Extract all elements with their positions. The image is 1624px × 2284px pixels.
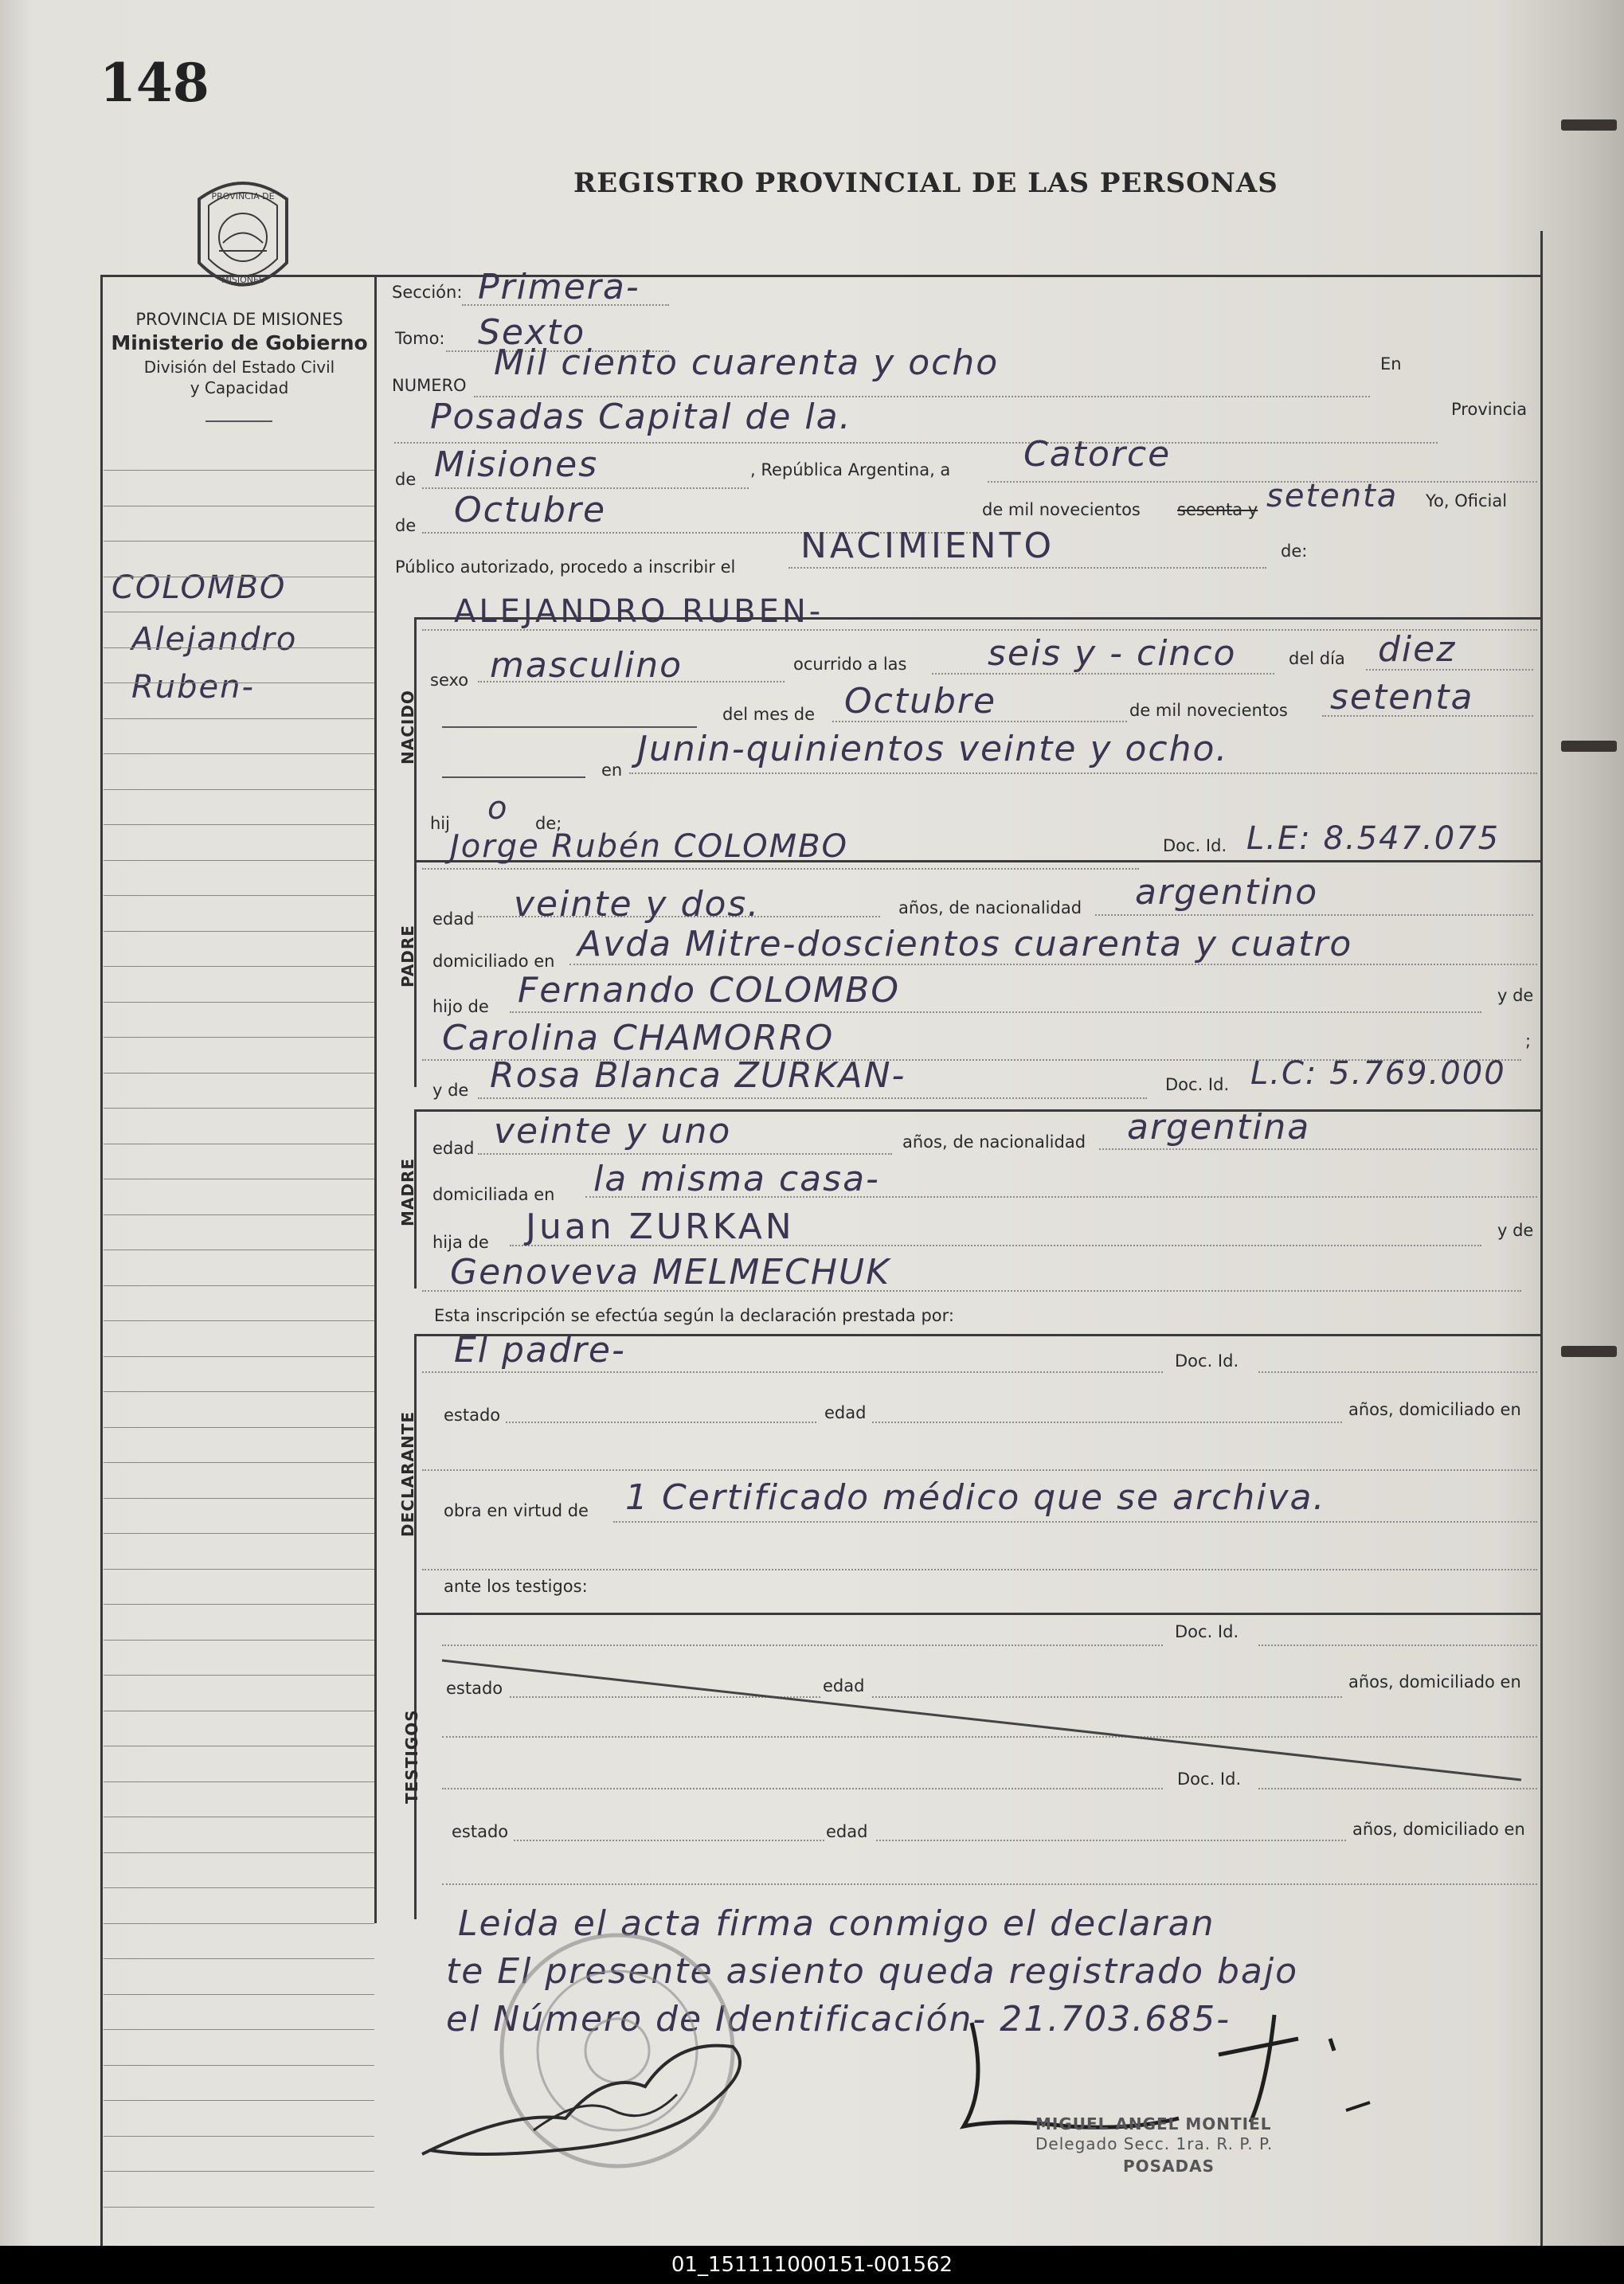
provincia-label: Provincia bbox=[1451, 400, 1528, 419]
margin-ruled-line bbox=[104, 1427, 374, 1428]
nacido-section-label: NACIDO bbox=[398, 690, 417, 765]
declarante-name-value: El padre- bbox=[454, 1330, 626, 1371]
margin-ruled-line bbox=[104, 1852, 374, 1853]
padre-doc-value: L.E: 8.547.075 bbox=[1246, 820, 1501, 857]
declarante-edad-label: edad bbox=[824, 1403, 867, 1422]
obra-line-2 bbox=[422, 1569, 1537, 1570]
agency-divider bbox=[205, 420, 272, 422]
testigo1-estado-label: estado bbox=[446, 1679, 503, 1698]
sexo-value: masculino bbox=[490, 645, 683, 686]
madre-anios-label: años, de nacionalidad bbox=[902, 1132, 1086, 1152]
nacido-dia-value: diez bbox=[1378, 629, 1457, 670]
margin-ruled-line bbox=[104, 1533, 374, 1534]
padre-edad-value: veinte y dos. bbox=[514, 884, 761, 925]
declarante-intro: Esta inscripción se efectúa según la declaración prestada por: bbox=[434, 1306, 954, 1325]
padre-nacionalidad-line bbox=[1095, 914, 1533, 916]
testigo1-edad-label: edad bbox=[823, 1676, 865, 1695]
padre-madre-value: Carolina CHAMORRO bbox=[442, 1018, 835, 1058]
margin-ruled-line bbox=[104, 718, 374, 719]
nacido-lugar-value: Junin-quinientos veinte y ocho. bbox=[637, 729, 1229, 769]
hij-de-label: de; bbox=[535, 814, 562, 833]
testigo1-anios-label: años, domiciliado en bbox=[1348, 1672, 1521, 1691]
madre-edad-value: veinte y uno bbox=[494, 1111, 732, 1152]
madre-hija-label: hija de bbox=[432, 1233, 489, 1252]
margin-ruled-line bbox=[104, 1781, 374, 1782]
madre-madre-value: Genoveva MELMECHUK bbox=[450, 1252, 890, 1293]
form-top-border bbox=[100, 275, 1542, 277]
margin-ruled-line bbox=[104, 860, 374, 861]
margin-column-border bbox=[374, 275, 377, 1923]
hij-value: o bbox=[487, 790, 509, 827]
margin-ruled-line bbox=[104, 1675, 374, 1676]
numero-value: Mil ciento cuarenta y ocho bbox=[494, 342, 1000, 383]
en-label: En bbox=[1380, 354, 1402, 373]
testigo2-doc-line bbox=[1258, 1788, 1537, 1789]
margin-ruled-line bbox=[104, 895, 374, 896]
testigo1-doc-label: Doc. Id. bbox=[1175, 1622, 1239, 1641]
margin-ruled-line bbox=[104, 1569, 374, 1570]
padre-doc-label: Doc. Id. bbox=[1163, 836, 1227, 855]
margin-ruled-line bbox=[104, 2136, 374, 2137]
ante-label: ante los testigos: bbox=[444, 1577, 588, 1596]
padre-domicilio-value: Avda Mitre-doscientos cuarenta y cuatro bbox=[577, 924, 1353, 964]
sesenta-struck: sesenta y bbox=[1177, 500, 1258, 519]
margin-ruled-line bbox=[104, 1498, 374, 1499]
agency-capacity: y Capacidad bbox=[190, 377, 289, 397]
testigo2-edad-label: edad bbox=[826, 1822, 868, 1841]
mil-label: de mil novecientos bbox=[982, 500, 1141, 519]
madre-name-value: Rosa Blanca ZURKAN- bbox=[490, 1055, 906, 1096]
footer-code: 01_151111000151-001562 bbox=[0, 2246, 1624, 2284]
dia-label: del día bbox=[1289, 649, 1345, 668]
provincia-value: Misiones bbox=[434, 444, 599, 485]
margin-ruled-line bbox=[104, 1214, 374, 1215]
madre-name-line bbox=[478, 1097, 1147, 1099]
margin-ruled-line bbox=[104, 1640, 374, 1641]
declarante-doc-label: Doc. Id. bbox=[1175, 1351, 1239, 1371]
closing-line-1: Leida el acta firma conmigo el declaran bbox=[458, 1903, 1215, 1944]
testigo2-edad-line bbox=[876, 1840, 1346, 1841]
testigo1-doc-line bbox=[1258, 1645, 1537, 1646]
margin-ruled-line bbox=[104, 1002, 374, 1003]
madre-y-de-label: y de bbox=[432, 1081, 469, 1100]
madre-y-de2-label: y de bbox=[1497, 1221, 1534, 1240]
margin-ruled-line bbox=[104, 470, 374, 471]
agency-ministry: Ministerio de Gobierno bbox=[111, 331, 368, 355]
declarante-edad-line bbox=[872, 1422, 1342, 1423]
padre-hijo-label: hijo de bbox=[432, 997, 489, 1016]
margin-ruled-line bbox=[104, 1923, 374, 1924]
madre-doc-label: Doc. Id. bbox=[1165, 1075, 1230, 1094]
official-role: Delegado Secc. 1ra. R. P. P. bbox=[1035, 2134, 1274, 2153]
oficial-label: Yo, Oficial bbox=[1426, 491, 1508, 510]
seal-top-text: PROVINCIA DE bbox=[211, 191, 275, 201]
seccion-value: Primera- bbox=[478, 267, 640, 307]
margin-ruled-line bbox=[104, 1391, 374, 1392]
cancel-diagonal-line bbox=[442, 1656, 1525, 1784]
declarante-doc-line bbox=[1258, 1371, 1537, 1373]
margin-note-second-name: Ruben- bbox=[131, 669, 255, 706]
padre-section-label: PADRE bbox=[398, 925, 417, 988]
testigo1-name-line bbox=[442, 1645, 1163, 1646]
mes-value: Octubre bbox=[454, 490, 607, 530]
margin-note-surname: COLOMBO bbox=[112, 569, 287, 606]
padre-semicolon: ; bbox=[1525, 1031, 1532, 1050]
mes-label: del mes de bbox=[722, 705, 816, 724]
closing-line-3: el Número de Identificación- 21.703.685- bbox=[446, 1999, 1231, 2040]
declarante-name-line bbox=[422, 1371, 1163, 1373]
margin-ruled-line bbox=[104, 1604, 374, 1605]
declarante-anios-label: años, domiciliado en bbox=[1348, 1400, 1521, 1419]
dia-value: Catorce bbox=[1023, 434, 1172, 475]
seccion-label: Sección: bbox=[392, 283, 463, 302]
obra-line bbox=[613, 1521, 1537, 1523]
testigo2-estado-line bbox=[514, 1840, 824, 1841]
testigo2-domicilio-line bbox=[442, 1883, 1537, 1885]
closing-line-2: te El presente asiento queda registrado bajo bbox=[446, 1951, 1299, 1992]
padre-anios-label: años, de nacionalidad bbox=[898, 898, 1082, 917]
de-label-1: de bbox=[395, 470, 417, 489]
margin-ruled-line bbox=[104, 931, 374, 932]
lugar-value: Posadas Capital de la. bbox=[430, 397, 852, 437]
madre-nacionalidad-line bbox=[1099, 1148, 1537, 1150]
testigo2-doc-label: Doc. Id. bbox=[1177, 1770, 1242, 1789]
madre-domicilio-label: domiciliada en bbox=[432, 1185, 555, 1204]
de-label-3: de: bbox=[1281, 542, 1308, 561]
margin-ruled-line bbox=[104, 682, 374, 683]
testigos-top-border bbox=[414, 1613, 1541, 1615]
nacido-en-label: en bbox=[601, 761, 623, 780]
provincia-line bbox=[422, 487, 749, 489]
lugar-line bbox=[394, 442, 1438, 444]
margin-note-first-name: Alejandro bbox=[131, 621, 298, 658]
document-title: REGISTRO PROVINCIAL DE LAS PERSONAS bbox=[573, 167, 1278, 199]
tomo-label: Tomo: bbox=[395, 329, 445, 348]
madre-edad-line bbox=[478, 1153, 892, 1155]
form-right-border bbox=[1540, 231, 1543, 2246]
padre-name-value: Jorge Rubén COLOMBO bbox=[450, 828, 849, 865]
testigo2-estado-label: estado bbox=[452, 1822, 509, 1841]
margin-ruled-line bbox=[104, 753, 374, 754]
testigo2-anios-label: años, domiciliado en bbox=[1352, 1820, 1525, 1839]
sexo-label: sexo bbox=[430, 671, 469, 690]
padre-y-de-label: y de bbox=[1497, 986, 1534, 1005]
nacido-name-value: ALEJANDRO RUBEN- bbox=[454, 593, 824, 630]
anio-value: setenta bbox=[1266, 478, 1399, 514]
nacido-mes-value: Octubre bbox=[844, 681, 997, 722]
margin-ruled-line bbox=[104, 1994, 374, 1995]
tomo-value: Sexto bbox=[478, 312, 586, 353]
declarante-estado-line bbox=[506, 1422, 816, 1423]
form-left-border bbox=[100, 275, 103, 2246]
republica-label: , República Argentina, a bbox=[750, 460, 951, 479]
madre-domicilio-value: la misma casa- bbox=[593, 1159, 880, 1199]
nacido-lugar-line bbox=[629, 772, 1537, 774]
dia-line bbox=[988, 481, 1537, 483]
binding-nail bbox=[1561, 119, 1617, 131]
margin-ruled-line bbox=[104, 1958, 374, 1959]
margin-ruled-line bbox=[104, 647, 374, 648]
hij-label: hij bbox=[430, 814, 450, 833]
margin-ruled-line bbox=[104, 541, 374, 542]
margin-ruled-line bbox=[104, 2171, 374, 2172]
margin-ruled-line bbox=[104, 2207, 374, 2208]
blank-line-2 bbox=[442, 776, 585, 778]
testigo2-name-line bbox=[442, 1788, 1163, 1789]
margin-ruled-line bbox=[104, 1285, 374, 1286]
padre-name-line bbox=[422, 868, 1139, 870]
official-name: MIGUEL ANGEL MONTIEL bbox=[1035, 2114, 1272, 2133]
seal-bottom-text: MISIONES bbox=[221, 275, 264, 285]
declarante-estado-label: estado bbox=[444, 1406, 501, 1425]
agency-block bbox=[102, 309, 377, 398]
nacido-anio-value: setenta bbox=[1330, 677, 1474, 718]
madre-edad-label: edad bbox=[432, 1139, 475, 1158]
declarante-section-label: DECLARANTE bbox=[398, 1410, 417, 1537]
margin-ruled-line bbox=[104, 2065, 374, 2066]
numero-label: NUMERO bbox=[392, 376, 467, 395]
binding-nail bbox=[1561, 1346, 1617, 1357]
agency-province: PROVINCIA DE MISIONES bbox=[135, 310, 343, 329]
blank-line bbox=[442, 726, 697, 728]
margin-ruled-line bbox=[104, 824, 374, 825]
madre-section-label: MADRE bbox=[398, 1157, 417, 1226]
margin-ruled-line bbox=[104, 1320, 374, 1321]
margin-ruled-line bbox=[104, 1073, 374, 1074]
padre-hijo-line bbox=[510, 1011, 1481, 1013]
margin-ruled-line bbox=[104, 1356, 374, 1357]
margin-ruled-line bbox=[104, 2029, 374, 2030]
obra-label: obra en virtud de bbox=[444, 1501, 589, 1520]
margin-ruled-line bbox=[104, 1037, 374, 1038]
madre-padre-value: Juan ZURKAN bbox=[526, 1207, 795, 1247]
margin-ruled-line bbox=[104, 1462, 374, 1463]
page-number: 148 bbox=[100, 52, 209, 114]
testigos-section-label: TESTIGOS bbox=[402, 1709, 421, 1804]
binding-nail bbox=[1561, 741, 1617, 752]
padre-padre-value: Fernando COLOMBO bbox=[518, 970, 900, 1011]
padre-nacionalidad-value: argentino bbox=[1135, 872, 1319, 913]
publico-label: Público autorizado, procedo a inscribir el bbox=[395, 557, 736, 577]
official-city: POSADAS bbox=[1123, 2157, 1215, 2176]
declarante-domicilio-line bbox=[422, 1469, 1537, 1471]
acto-value: NACIMIENTO bbox=[800, 526, 1055, 566]
margin-ruled-line bbox=[104, 2100, 374, 2101]
provincial-seal-icon bbox=[183, 167, 303, 307]
padre-edad-label: edad bbox=[432, 909, 475, 929]
madre-nacionalidad-value: argentina bbox=[1127, 1107, 1311, 1148]
ocurrido-label: ocurrido a las bbox=[793, 655, 907, 674]
madre-doc-value: L.C: 5.769.000 bbox=[1250, 1055, 1506, 1092]
obra-value: 1 Certificado médico que se archiva. bbox=[625, 1477, 1326, 1518]
margin-ruled-line bbox=[104, 966, 374, 967]
signatures-icon bbox=[414, 1991, 1545, 2182]
padre-domicilio-label: domiciliado en bbox=[432, 952, 555, 971]
acto-line bbox=[789, 567, 1266, 569]
de-label-2: de bbox=[395, 516, 417, 535]
hora-value: seis y - cinco bbox=[988, 633, 1237, 674]
nacido-mil-label: de mil novecientos bbox=[1129, 701, 1288, 720]
agency-division: División del Estado Civil bbox=[143, 357, 335, 377]
margin-ruled-line bbox=[104, 789, 374, 790]
margin-ruled-line bbox=[104, 1887, 374, 1888]
margin-ruled-line bbox=[104, 1108, 374, 1109]
